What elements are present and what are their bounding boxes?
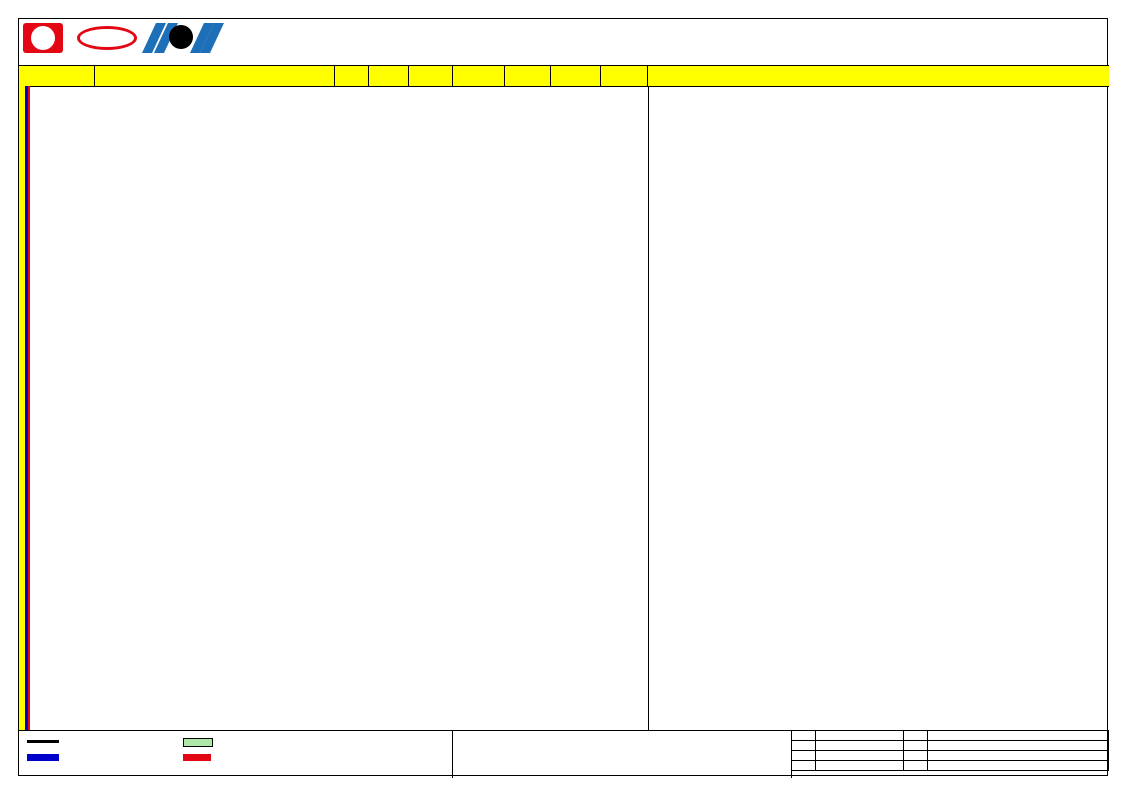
header-activity-id[interactable] <box>19 66 95 86</box>
rev-header-approved <box>928 731 1109 741</box>
header-dwp-start[interactable] <box>551 66 601 86</box>
rev-header-checked <box>904 731 928 741</box>
header-activity-name[interactable] <box>95 66 335 86</box>
gantt-bars <box>649 86 1109 730</box>
header-original-duration[interactable] <box>335 66 369 86</box>
rev-empty-date-2 <box>792 761 816 771</box>
rev-header-date <box>792 731 816 741</box>
rev-header-revision <box>816 731 904 741</box>
rev-empty-desc-2 <box>816 761 904 771</box>
footer <box>19 730 1109 778</box>
rev-empty-app <box>928 751 1109 761</box>
rev-checked <box>904 741 928 751</box>
dragages-logo-letter <box>31 26 55 50</box>
rev-empty-chec <box>904 751 928 761</box>
legend-remaining-swatch <box>183 738 213 747</box>
vsl-logo-text <box>169 25 193 49</box>
rev-date <box>792 741 816 751</box>
legend-actual-swatch <box>27 754 59 761</box>
legend-dwp-swatch <box>27 740 59 743</box>
revision-table <box>792 731 1109 778</box>
rev-empty-desc <box>816 751 904 761</box>
header-1505-start[interactable] <box>453 66 505 86</box>
header-activity-pct[interactable] <box>409 66 453 86</box>
rev-empty-app-2 <box>928 761 1109 771</box>
rev-empty-chec-2 <box>904 761 928 771</box>
timeline-header <box>648 65 1109 85</box>
vsl-logo-icon <box>145 23 215 53</box>
header-remaining-duration[interactable] <box>369 66 409 86</box>
gantt-sheet <box>18 18 1108 776</box>
title-block <box>452 731 792 778</box>
activity-table <box>19 86 648 730</box>
rev-empty-date <box>792 751 816 761</box>
logo-bar <box>19 19 639 65</box>
rev-description <box>816 741 904 751</box>
legend-critical-swatch <box>183 754 211 761</box>
header-1505-finish[interactable] <box>505 66 551 86</box>
rev-approved <box>928 741 1109 751</box>
chec-logo-icon <box>77 23 139 53</box>
header-dwp-finish[interactable] <box>601 66 648 86</box>
chec-logo-text <box>77 26 137 50</box>
gantt-chart-area <box>648 86 1109 730</box>
dragages-logo-icon <box>23 23 63 53</box>
